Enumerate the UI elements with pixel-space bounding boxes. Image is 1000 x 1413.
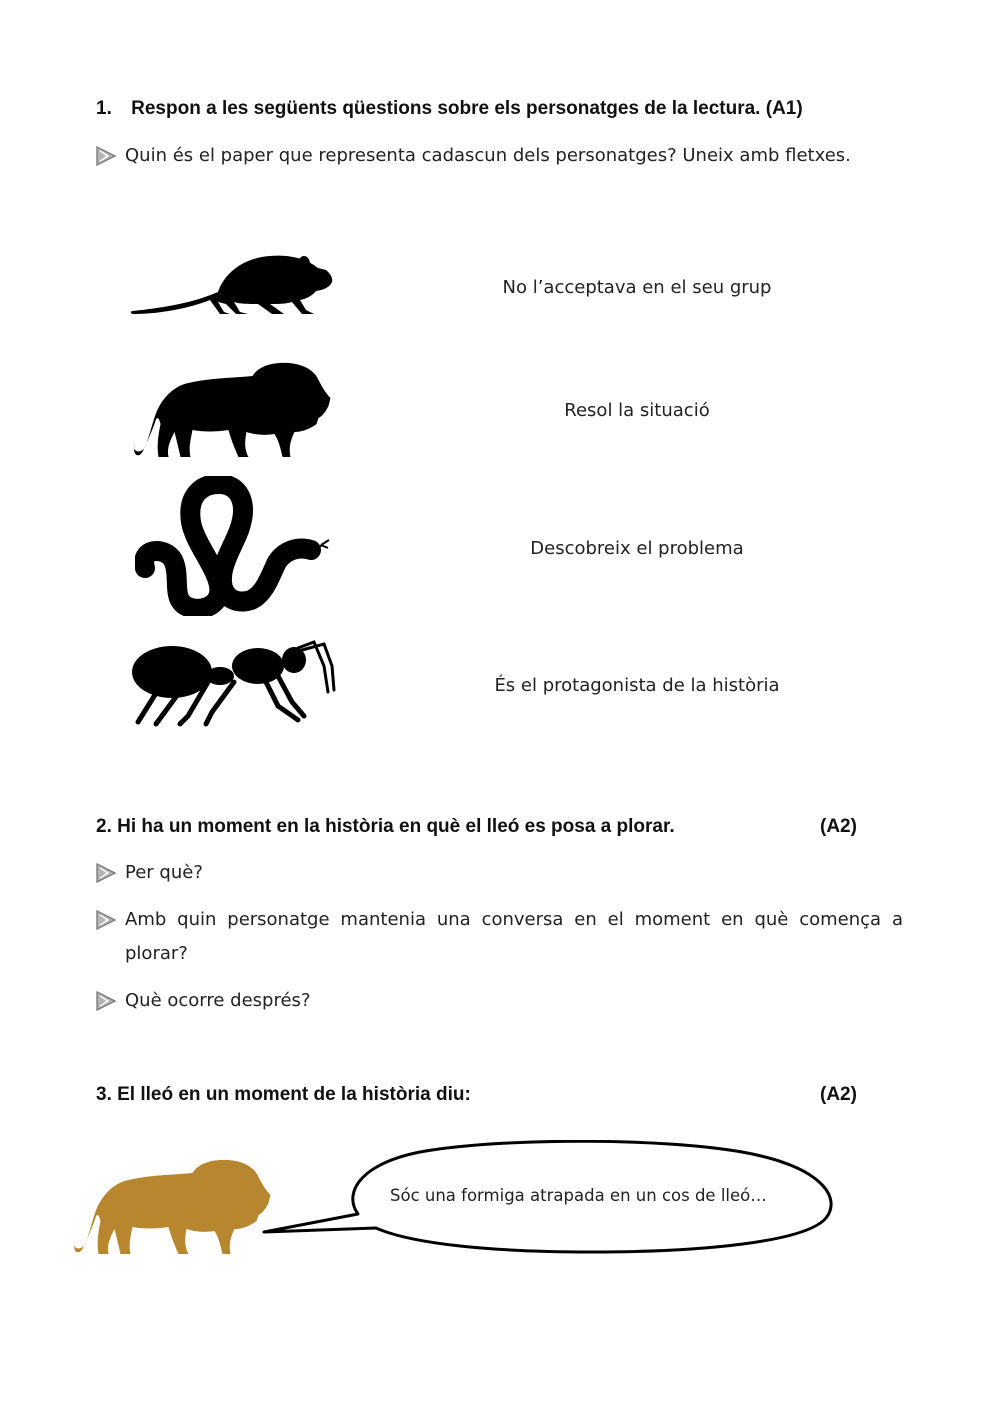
bullet-icon: [95, 862, 117, 884]
section-1-title: Respon a les següents qüestions sobre els personatges de la lectura. (A1): [131, 98, 803, 119]
mouse-icon: [130, 252, 335, 320]
ant-icon: [128, 636, 338, 728]
speech-bubble-text: Sóc una formiga atrapada en un cos de lleó…: [390, 1186, 767, 1205]
section-3-level: (A2): [820, 1084, 857, 1105]
section-2-level: (A2): [820, 816, 857, 837]
bullet-icon: [95, 145, 117, 167]
question-item: Per què?: [125, 862, 203, 883]
bullet-icon: [95, 909, 117, 931]
section-1-heading: [96, 98, 803, 120]
section-1-number: 1.: [96, 98, 112, 119]
question-item: Què ocorre després?: [125, 990, 311, 1011]
question-item: Amb quin personatge mantenia una conversa en el moment en què comença a plorar?: [125, 909, 903, 964]
role-option: Resol la situació: [564, 400, 710, 421]
bullet-icon: [95, 990, 117, 1012]
lion-icon: [130, 360, 335, 460]
role-option: Descobreix el problema: [530, 538, 744, 559]
section-2-title: 2. Hi ha un moment en la història en què el lleó es posa a plorar.: [96, 816, 675, 837]
role-option: No l’acceptava en el seu grup: [502, 277, 772, 298]
lion-illustration: [70, 1157, 275, 1257]
role-option: És el protagonista de la història: [494, 675, 780, 696]
snake-icon: [135, 476, 330, 616]
section-1-instruction: Quin és el paper que representa cadascun dels personatges? Uneix amb fletxes.: [125, 145, 851, 166]
section-3-title: 3. El lleó en un moment de la història diu:: [96, 1084, 471, 1105]
